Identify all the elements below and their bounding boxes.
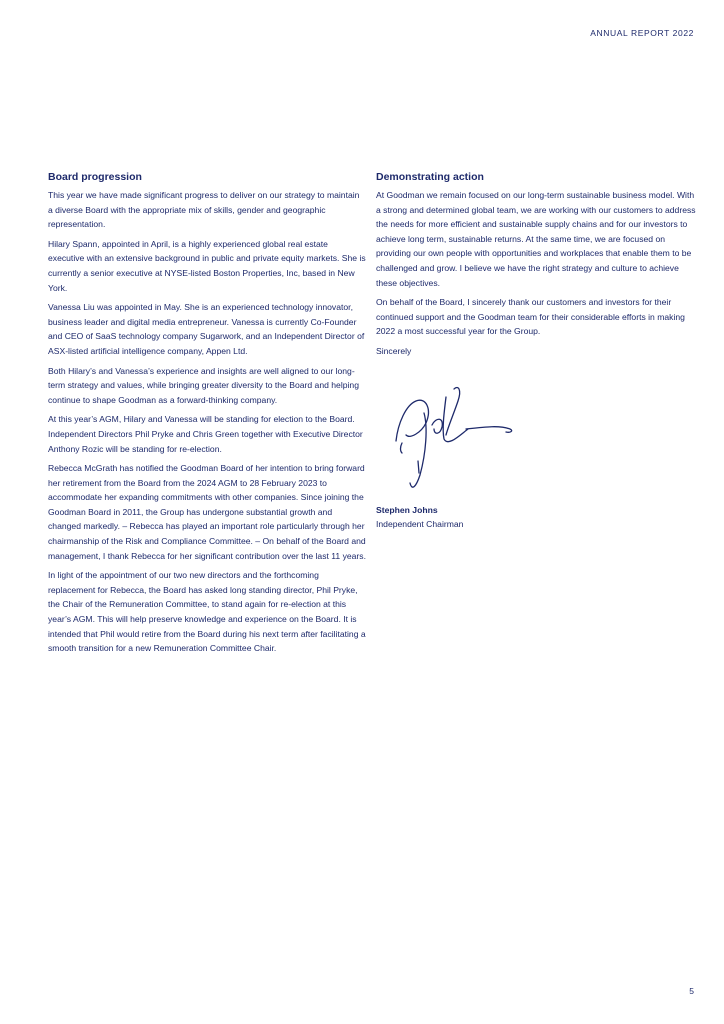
signature-image	[388, 383, 518, 503]
board-paragraph-7: In light of the appointment of our two new directors and the forthcoming replacement for Rebecca, the Board has asked long standing director, Phil Pryke, the Chair of the Remuneration Committee, to stand again for re-election at this year’s AGM. This will help preserve knowledge and experience on the Board. It is intended that Phil would retire from the Board during his next term after facilitating a smooth transition for a new Remuneration Committee Chair.	[48, 570, 366, 654]
board-paragraph-5: At this year’s AGM, Hilary and Vanessa will be standing for election to the Board. Independent Directors Phil Pryke and Chris Green together with Executive Director Anthony Rozic will be standing for re-election.	[48, 414, 363, 454]
board-paragraph-3: Vanessa Liu was appointed in May. She is an experienced technology innovator, business leader and digital media entrepreneur. Vanessa is currently Co-Founder and CEO of SaaS technology company Sugarwork, and an Independent Director of ASX-listed artificial intelligence company, Appen Ltd.	[48, 302, 365, 356]
signer-title: Independent Chairman	[376, 518, 464, 529]
board-paragraph-6: Rebecca McGrath has notified the Goodman Board of her intention to bring forward her retirement from the Board from the 2024 AGM to 28 February 2023 to accommodate her expanding commitments with other companies. Since joining the Goodman Board in 2011, the Group has undergone substantial growth and changed markedly. – Rebecca has played an important role particularly through her chairmanship of the Risk and Compliance Committee. – On behalf of the Board and management, I thank Rebecca for her significant contribution over the last 11 years.	[48, 463, 366, 561]
board-paragraph-4: Both Hilary’s and Vanessa’s experience and insights are well aligned to our long-term strategy and values, while bringing greater diversity to the Board and helping continue to shape Goodman as a forward-thinking company.	[48, 365, 359, 405]
page-number: 5	[689, 986, 694, 996]
action-paragraph-1: At Goodman we remain focused on our long-term sustainable business model. With a strong and determined global team, we are working with our customers to address the needs for more efficient and sustainable supply chains and for our investors to achieve long term, sustainable returns. At the same time, we are focused on providing our own people with opportunities and workplaces that enable them to be challenged and grow. I believe we have the right strategy and culture to achieve these objectives.	[376, 190, 696, 288]
board-progression-section	[48, 171, 366, 661]
demonstrating-action-section	[376, 171, 698, 531]
closing-sincerely: Sincerely	[376, 345, 412, 356]
action-paragraph-2: On behalf of the Board, I sincerely thank our customers and investors for their continued support and the Goodman team for their considerable efforts in making 2022 a most successful year for the Group.	[376, 297, 685, 337]
board-paragraph-2: Hilary Spann, appointed in April, is a highly experienced global real estate executive with an extensive background in public and private equity markets. She is currently a senior executive at NYSE-listed Boston Properties, Inc, based in New York.	[48, 238, 366, 293]
board-paragraph-1: This year we have made significant progress to deliver on our strategy to maintain a diverse Board with the appropriate mix of skills, gender and geographic representation.	[48, 190, 360, 230]
board-progression-heading: Board progression	[48, 171, 142, 183]
signer-name: Stephen Johns	[376, 504, 438, 515]
header-label: ANNUAL REPORT 2022	[590, 28, 694, 38]
demonstrating-action-heading: Demonstrating action	[376, 171, 484, 183]
